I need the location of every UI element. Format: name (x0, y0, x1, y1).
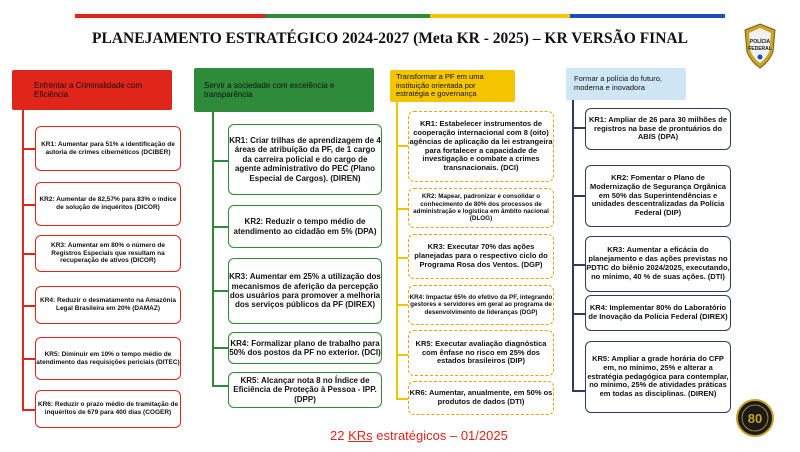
kr-card-col1-kr4 (35, 286, 181, 324)
kr-text: KR5: Diminuir em 10% o tempo médio de atendimento das requisições periciais (DITEC) (36, 350, 180, 366)
kr-text: KR2: Aumentar de 82,57% para 83% o índice de solução de inquéritos (DICOR) (39, 196, 177, 211)
kr-text: KR4: Reduzir o desmatamento na Amazônia Legal Brasileira em 20% (DAMAZ) (40, 297, 176, 312)
kr-card-col1-kr5 (35, 337, 181, 380)
kr-text: KR1: Aumentar para 51% a identificação de autoria de crimes cibernéticos (DCIBER) (41, 140, 175, 156)
kr-text: KR1: Criar trilhas de aprendizagem de 4 áreas de atribuição da PF, de 1 cargo da carreira policial e do cargo de agente administrativo do PEC (Plano Especial de Cargos). (DIREN) (229, 136, 381, 183)
column-3-branch (396, 398, 408, 400)
stripe-blue (570, 14, 725, 18)
kr-card-col1-kr6 (35, 390, 181, 428)
column-4-header (566, 68, 686, 100)
column-4-branch (572, 313, 585, 315)
kr-card-col3-kr1 (408, 111, 554, 182)
page-title: PLANEJAMENTO ESTRATÉGICO 2024-2027 (Meta KR - 2025) – KR VERSÃO FINAL (92, 30, 688, 47)
column-1-header-text: Enfrentar a Criminalidade com Eficiência (34, 80, 143, 99)
kr-text: KR3: Aumentar em 80% o número de Registros Especiais que resultam na recuperação de ativos (DICOR) (51, 242, 165, 265)
kr-card-col1-kr1 (35, 126, 181, 171)
kr-card-col4-kr5 (585, 341, 731, 413)
kr-text: KR5: Executar avaliação diagnóstica com ênfase no risco em 25% dos estados brasileiros (DIP) (415, 338, 547, 366)
column-4-branch (572, 390, 585, 392)
column-4-header-text: Formar a polícia do futuro, moderna e inovadora (574, 74, 662, 92)
footer-rest: estratégicos – 01/2025 (376, 428, 508, 443)
column-3-header-text: Transformar a PF em uma instituição orientada por estratégia e governança (396, 71, 484, 99)
column-4-branch (572, 195, 585, 197)
kr-card-col2-kr3 (228, 258, 382, 324)
column-4-branch (572, 127, 585, 129)
kr-text: KR1: Ampliar de 26 para 30 milhões de registros na base de prontuários do ABIS (DPA) (588, 114, 728, 142)
kr-card-col4-kr3 (585, 236, 731, 292)
logo-text-line1: POLÍCIA (749, 39, 771, 45)
column-2-branch (212, 226, 228, 228)
kr-text: KR3: Aumentar em 25% a utilização dos mecanismos de aferição da percepção dos usuários para promover a melhoria dos serviços públicos da PF (DIREX) (229, 272, 381, 310)
column-2-branch (212, 347, 228, 349)
kr-card-col2-kr2 (228, 205, 382, 248)
kr-text: KR5: Ampliar a grade horária do CFP em, no mínimo, 25% e alterar a estratégia pedagógica para contemplar, no mínimo, 25% de atividades práticas em todas as disciplinas. (DIREN) (587, 354, 729, 399)
footer-summary (330, 428, 508, 443)
column-2-header (194, 68, 374, 112)
footer-count: 22 (330, 428, 345, 443)
kr-text: KR3: Executar 70% das ações planejadas para o respectivo ciclo do Programa Rosa dos Ventos. (DGP) (414, 242, 548, 269)
column-3-header (390, 70, 515, 102)
stripe-yellow (430, 14, 570, 18)
column-2-branch (212, 160, 228, 162)
kr-card-col4-kr2 (585, 165, 731, 227)
kr-card-col1-kr2 (35, 182, 181, 226)
column-2-header-text: Servir a sociedade com excelência e transparência (204, 80, 335, 99)
column-1-branch (22, 358, 35, 360)
column-2-branch (212, 290, 228, 292)
column-3-branch (396, 208, 408, 210)
kr-text: KR2: Reduzir o tempo médio de atendimento ao cidadão em 5% (DPA) (233, 217, 377, 236)
kr-card-col3-kr3 (408, 234, 554, 279)
kr-text: KR6: Reduzir o prazo médio de tramitação de inquéritos de 679 para 400 dias (COGER) (37, 401, 179, 416)
kr-text: KR6: Aumentar, anualmente, em 50% os produtos de dados (DTI) (409, 388, 553, 406)
column-1-connector (22, 110, 24, 410)
anniversary-badge-icon (735, 398, 775, 438)
kr-card-col1-kr3 (35, 235, 181, 272)
kr-card-col3-kr6 (408, 381, 554, 415)
column-4-branch (572, 264, 585, 266)
kr-text: KR5: Alcançar nota 8 no Índice de Eficiência de Proteção à Pessoa - IPP. (DPP) (233, 375, 377, 404)
logo-text-line2: FEDERAL (748, 46, 772, 52)
column-3-branch (396, 304, 408, 306)
kr-text: KR4: Formalizar plano de trabalho para 50% dos postos da PF no exterior. (DCI) (229, 338, 381, 357)
kr-text: KR3: Aumentar a eficácia do planejamento e das ações previstas no PDTIC do biênio 2024/2025, executando, no mínimo, 40 % de suas ações. (DTI) (586, 245, 730, 281)
column-2-connector (212, 112, 214, 386)
column-1-branch (22, 305, 35, 307)
police-badge-logo (741, 22, 779, 70)
footer-krs-word: KRs (348, 428, 373, 443)
stripe-green (265, 14, 430, 18)
badge-text: 80 (747, 411, 763, 426)
column-3-branch (396, 354, 408, 356)
kr-text: KR4: Impactar 65% do efetivo da PF, integrando gestores e servidores em geral ao programa de desenvolvimento de lideranças (DGP) (409, 293, 553, 316)
kr-card-col2-kr4 (228, 332, 382, 364)
column-3-branch (396, 145, 408, 147)
kr-card-col4-kr1 (585, 108, 731, 150)
column-1-branch (22, 204, 35, 206)
kr-card-col2-kr5 (228, 372, 382, 408)
kr-card-col2-kr1 (228, 124, 382, 195)
kr-card-col3-kr4 (408, 285, 554, 325)
kr-text: KR4: Implementar 80% do Laboratório de Inovação da Polícia Federal (DIREX) (588, 303, 728, 321)
kr-card-col3-kr5 (408, 330, 554, 376)
kr-text: KR1: Estabelecer instrumentos de cooperação internacional com 8 (oito) agências de aplicação da lei estrangeira para fortalecer a capacidade de investigação e combate a crimes transnacionais. (DCI) (409, 119, 553, 173)
column-2-branch (212, 385, 228, 387)
kr-text: KR2: Mapear, padronizar e consolidar o conhecimento de 80% dos processos de administração e logística em âmbito nacional (DLOG) (413, 193, 549, 223)
kr-card-col3-kr2 (408, 188, 554, 228)
column-3-branch (396, 257, 408, 259)
column-1-branch (22, 253, 35, 255)
stripe-red (75, 14, 265, 18)
column-4-connector (572, 100, 574, 391)
kr-text: KR2: Fomentar o Plano de Modernização de Segurança Orgânica em 50% das Superintendências e unidades descentralizadas da Polícia Federal (DIP) (590, 173, 726, 218)
kr-card-col4-kr4 (585, 295, 731, 331)
column-1-branch (22, 148, 35, 150)
column-1-branch (22, 409, 35, 411)
column-1-header (12, 70, 172, 110)
